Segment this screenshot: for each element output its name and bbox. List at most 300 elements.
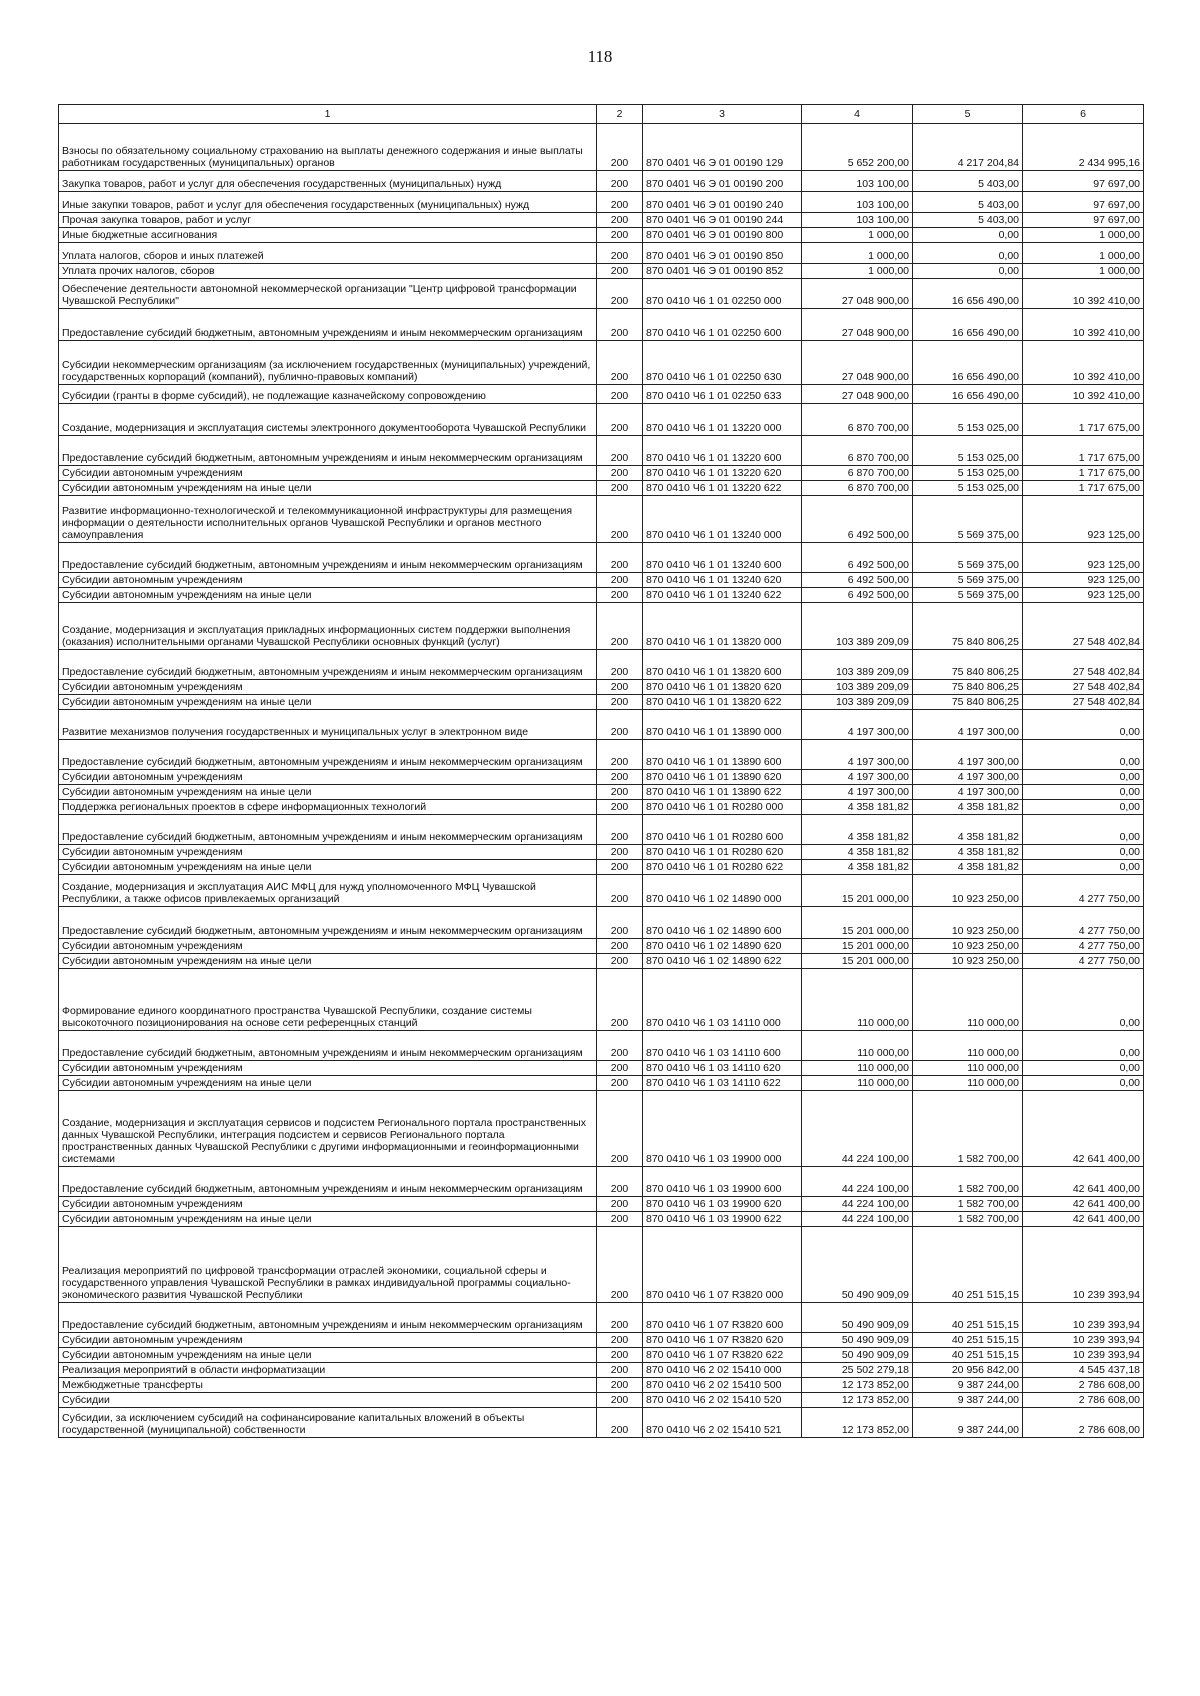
row-code: 200	[597, 954, 643, 969]
table-row	[59, 264, 1144, 279]
row-name: Субсидии автономным учреждениям	[59, 573, 597, 588]
row-amount-6: 1 000,00	[1023, 243, 1144, 264]
table-row	[59, 875, 1144, 907]
row-amount-6: 42 641 400,00	[1023, 1167, 1144, 1197]
row-amount-6: 0,00	[1023, 1076, 1144, 1091]
row-name: Предоставление субсидий бюджетным, автономным учреждениям и иным некоммерческим организациям	[59, 907, 597, 939]
row-amount-4: 50 490 909,09	[802, 1303, 913, 1333]
row-amount-5: 75 840 806,25	[913, 680, 1023, 695]
column-header-6: 6	[1023, 105, 1144, 124]
row-amount-5: 0,00	[913, 228, 1023, 243]
row-amount-6: 0,00	[1023, 770, 1144, 785]
row-name: Субсидии автономным учреждениям	[59, 1333, 597, 1348]
row-amount-4: 44 224 100,00	[802, 1091, 913, 1167]
row-amount-5: 40 251 515,15	[913, 1303, 1023, 1333]
row-name: Субсидии автономным учреждениям на иные цели	[59, 481, 597, 496]
row-amount-5: 5 153 025,00	[913, 481, 1023, 496]
row-amount-4: 27 048 900,00	[802, 279, 913, 309]
table-row	[59, 1378, 1144, 1393]
row-code: 200	[597, 695, 643, 710]
row-amount-5: 10 923 250,00	[913, 907, 1023, 939]
row-kbk: 870 0410 Ч6 1 03 14110 000	[643, 969, 802, 1031]
row-kbk: 870 0410 Ч6 1 01 13220 000	[643, 404, 802, 436]
row-amount-4: 44 224 100,00	[802, 1167, 913, 1197]
row-amount-6: 1 717 675,00	[1023, 436, 1144, 466]
row-amount-4: 103 100,00	[802, 213, 913, 228]
row-amount-4: 6 492 500,00	[802, 573, 913, 588]
row-amount-5: 4 358 181,82	[913, 800, 1023, 815]
table-row	[59, 1408, 1144, 1438]
row-kbk: 870 0410 Ч6 1 01 13820 000	[643, 603, 802, 650]
table-row	[59, 907, 1144, 939]
row-name: Уплата прочих налогов, сборов	[59, 264, 597, 279]
table-row	[59, 740, 1144, 770]
row-name: Субсидии (гранты в форме субсидий), не подлежащие казначейскому сопровождению	[59, 385, 597, 404]
row-kbk: 870 0401 Ч6 Э 01 00190 240	[643, 192, 802, 213]
row-amount-4: 110 000,00	[802, 969, 913, 1031]
row-name: Иные закупки товаров, работ и услуг для обеспечения государственных (муниципальных) нужд	[59, 192, 597, 213]
table-row	[59, 385, 1144, 404]
row-amount-4: 6 492 500,00	[802, 543, 913, 573]
row-code: 200	[597, 481, 643, 496]
row-amount-4: 4 197 300,00	[802, 710, 913, 740]
table-row	[59, 1393, 1144, 1408]
row-code: 200	[597, 875, 643, 907]
row-code: 200	[597, 969, 643, 1031]
row-amount-4: 5 652 200,00	[802, 124, 913, 171]
column-header-3: 3	[643, 105, 802, 124]
row-code: 200	[597, 603, 643, 650]
row-name: Реализация мероприятий по цифровой трансформации отраслей экономики, социальной сферы и государственного управления Чувашской Республики в рамках индивидуальной программы социально-экономического развития Чувашской Республики	[59, 1227, 597, 1303]
table-row	[59, 800, 1144, 815]
row-kbk: 870 0410 Ч6 1 03 14110 600	[643, 1031, 802, 1061]
row-kbk: 870 0410 Ч6 1 07 R3820 622	[643, 1348, 802, 1363]
row-code: 200	[597, 341, 643, 385]
page-number: 118	[587, 47, 613, 66]
row-kbk: 870 0401 Ч6 Э 01 00190 200	[643, 171, 802, 192]
row-amount-6: 0,00	[1023, 969, 1144, 1031]
row-code: 200	[597, 770, 643, 785]
row-amount-4: 1 000,00	[802, 264, 913, 279]
table-row	[59, 279, 1144, 309]
table-row	[59, 309, 1144, 341]
row-amount-6: 4 277 750,00	[1023, 875, 1144, 907]
row-kbk: 870 0410 Ч6 1 01 R0280 622	[643, 860, 802, 875]
row-kbk: 870 0410 Ч6 1 01 02250 000	[643, 279, 802, 309]
row-amount-4: 4 358 181,82	[802, 860, 913, 875]
row-amount-5: 5 569 375,00	[913, 588, 1023, 603]
row-name: Межбюджетные трансферты	[59, 1378, 597, 1393]
table-row	[59, 213, 1144, 228]
row-name: Субсидии автономным учреждениям на иные цели	[59, 588, 597, 603]
row-name: Субсидии автономным учреждениям	[59, 466, 597, 481]
row-kbk: 870 0401 Ч6 Э 01 00190 852	[643, 264, 802, 279]
row-amount-4: 103 100,00	[802, 192, 913, 213]
row-kbk: 870 0410 Ч6 1 01 13220 620	[643, 466, 802, 481]
row-amount-5: 5 153 025,00	[913, 404, 1023, 436]
row-name: Субсидии автономным учреждениям	[59, 939, 597, 954]
row-amount-6: 10 392 410,00	[1023, 279, 1144, 309]
row-code: 200	[597, 1212, 643, 1227]
row-amount-6: 10 239 393,94	[1023, 1333, 1144, 1348]
row-amount-4: 15 201 000,00	[802, 939, 913, 954]
row-code: 200	[597, 845, 643, 860]
row-amount-5: 5 569 375,00	[913, 496, 1023, 543]
row-kbk: 870 0410 Ч6 1 01 13240 620	[643, 573, 802, 588]
row-amount-5: 9 387 244,00	[913, 1378, 1023, 1393]
row-amount-4: 110 000,00	[802, 1061, 913, 1076]
row-amount-4: 110 000,00	[802, 1031, 913, 1061]
row-amount-5: 4 217 204,84	[913, 124, 1023, 171]
row-code: 200	[597, 740, 643, 770]
row-name: Поддержка региональных проектов в сфере информационных технологий	[59, 800, 597, 815]
row-name: Прочая закупка товаров, работ и услуг	[59, 213, 597, 228]
row-code: 200	[597, 496, 643, 543]
row-name: Предоставление субсидий бюджетным, автономным учреждениям и иным некоммерческим организациям	[59, 309, 597, 341]
table-row	[59, 1061, 1144, 1076]
row-code: 200	[597, 1393, 643, 1408]
row-name: Взносы по обязательному социальному страхованию на выплаты денежного содержания и иные выплаты работникам государственных (муниципальных) органов	[59, 124, 597, 171]
row-amount-5: 40 251 515,15	[913, 1227, 1023, 1303]
row-amount-4: 6 492 500,00	[802, 496, 913, 543]
row-code: 200	[597, 404, 643, 436]
row-amount-6: 923 125,00	[1023, 573, 1144, 588]
row-kbk: 870 0410 Ч6 2 02 15410 520	[643, 1393, 802, 1408]
row-code: 200	[597, 192, 643, 213]
row-code: 200	[597, 650, 643, 680]
row-code: 200	[597, 1408, 643, 1438]
row-name: Субсидии автономным учреждениям на иные цели	[59, 1212, 597, 1227]
row-name: Субсидии, за исключением субсидий на софинансирование капитальных вложений в объекты государственной (муниципальной) собственности	[59, 1408, 597, 1438]
row-code: 200	[597, 1031, 643, 1061]
table-body	[59, 124, 1144, 1438]
row-amount-4: 4 358 181,82	[802, 845, 913, 860]
table-row	[59, 171, 1144, 192]
row-amount-5: 75 840 806,25	[913, 650, 1023, 680]
row-code: 200	[597, 385, 643, 404]
table-row	[59, 1197, 1144, 1212]
row-code: 200	[597, 1076, 643, 1091]
row-amount-5: 40 251 515,15	[913, 1348, 1023, 1363]
row-amount-5: 1 582 700,00	[913, 1091, 1023, 1167]
table-row	[59, 228, 1144, 243]
table-row	[59, 341, 1144, 385]
table-row	[59, 680, 1144, 695]
row-kbk: 870 0410 Ч6 1 01 13220 600	[643, 436, 802, 466]
row-amount-4: 27 048 900,00	[802, 385, 913, 404]
row-kbk: 870 0410 Ч6 1 02 14890 620	[643, 939, 802, 954]
row-amount-6: 2 434 995,16	[1023, 124, 1144, 171]
row-amount-6: 42 641 400,00	[1023, 1212, 1144, 1227]
row-kbk: 870 0410 Ч6 1 02 14890 600	[643, 907, 802, 939]
table-row	[59, 815, 1144, 845]
row-amount-5: 16 656 490,00	[913, 279, 1023, 309]
row-amount-6: 2 786 608,00	[1023, 1378, 1144, 1393]
row-amount-5: 110 000,00	[913, 1061, 1023, 1076]
row-code: 200	[597, 939, 643, 954]
row-name: Субсидии автономным учреждениям на иные цели	[59, 860, 597, 875]
table-row	[59, 1363, 1144, 1378]
row-amount-6: 10 239 393,94	[1023, 1303, 1144, 1333]
row-kbk: 870 0410 Ч6 1 01 02250 633	[643, 385, 802, 404]
row-kbk: 870 0410 Ч6 1 07 R3820 620	[643, 1333, 802, 1348]
row-amount-5: 9 387 244,00	[913, 1393, 1023, 1408]
row-amount-4: 4 358 181,82	[802, 800, 913, 815]
row-amount-4: 6 870 700,00	[802, 436, 913, 466]
row-amount-6: 10 392 410,00	[1023, 341, 1144, 385]
row-amount-4: 12 173 852,00	[802, 1408, 913, 1438]
row-kbk: 870 0410 Ч6 2 02 15410 521	[643, 1408, 802, 1438]
row-name: Развитие механизмов получения государственных и муниципальных услуг в электронном виде	[59, 710, 597, 740]
row-kbk: 870 0410 Ч6 1 01 13820 620	[643, 680, 802, 695]
row-amount-5: 20 956 842,00	[913, 1363, 1023, 1378]
row-kbk: 870 0410 Ч6 1 01 13890 622	[643, 785, 802, 800]
row-name: Субсидии некоммерческим организациям (за исключением государственных (муниципальных) учреждений, государственных корпораций (компаний), публично-правовых компаний)	[59, 341, 597, 385]
row-amount-6: 0,00	[1023, 1031, 1144, 1061]
row-kbk: 870 0410 Ч6 1 03 19900 620	[643, 1197, 802, 1212]
row-kbk: 870 0410 Ч6 1 01 R0280 600	[643, 815, 802, 845]
row-kbk: 870 0410 Ч6 1 02 14890 622	[643, 954, 802, 969]
row-amount-5: 9 387 244,00	[913, 1408, 1023, 1438]
row-amount-6: 2 786 608,00	[1023, 1393, 1144, 1408]
column-header-1: 1	[59, 105, 597, 124]
row-name: Субсидии	[59, 1393, 597, 1408]
row-amount-6: 0,00	[1023, 845, 1144, 860]
table-row	[59, 124, 1144, 171]
row-amount-4: 50 490 909,09	[802, 1348, 913, 1363]
row-name: Субсидии автономным учреждениям	[59, 845, 597, 860]
row-amount-6: 10 239 393,94	[1023, 1227, 1144, 1303]
row-amount-6: 42 641 400,00	[1023, 1091, 1144, 1167]
table-row	[59, 481, 1144, 496]
row-kbk: 870 0401 Ч6 Э 01 00190 129	[643, 124, 802, 171]
row-amount-5: 5 403,00	[913, 171, 1023, 192]
row-code: 200	[597, 171, 643, 192]
row-amount-6: 2 786 608,00	[1023, 1408, 1144, 1438]
row-name: Субсидии автономным учреждениям на иные цели	[59, 954, 597, 969]
table-row	[59, 192, 1144, 213]
table-header-row	[59, 105, 1144, 124]
row-amount-4: 103 389 209,09	[802, 680, 913, 695]
row-code: 200	[597, 680, 643, 695]
row-amount-6: 27 548 402,84	[1023, 650, 1144, 680]
row-amount-5: 5 153 025,00	[913, 436, 1023, 466]
row-code: 200	[597, 860, 643, 875]
row-code: 200	[597, 800, 643, 815]
row-code: 200	[597, 1363, 643, 1378]
row-amount-5: 4 197 300,00	[913, 740, 1023, 770]
row-name: Предоставление субсидий бюджетным, автономным учреждениям и иным некоммерческим организациям	[59, 815, 597, 845]
row-amount-4: 1 000,00	[802, 228, 913, 243]
row-code: 200	[597, 309, 643, 341]
row-code: 200	[597, 279, 643, 309]
table-row	[59, 954, 1144, 969]
row-name: Закупка товаров, работ и услуг для обеспечения государственных (муниципальных) нужд	[59, 171, 597, 192]
row-amount-6: 4 277 750,00	[1023, 954, 1144, 969]
table-row	[59, 573, 1144, 588]
row-amount-5: 110 000,00	[913, 1031, 1023, 1061]
row-amount-6: 0,00	[1023, 710, 1144, 740]
row-name: Субсидии автономным учреждениям на иные цели	[59, 785, 597, 800]
row-kbk: 870 0410 Ч6 1 01 13890 620	[643, 770, 802, 785]
row-amount-6: 0,00	[1023, 815, 1144, 845]
row-kbk: 870 0410 Ч6 1 01 13240 600	[643, 543, 802, 573]
row-kbk: 870 0410 Ч6 1 01 13890 600	[643, 740, 802, 770]
row-name: Обеспечение деятельности автономной некоммерческой организации "Центр цифровой трансформации Чувашской Республики"	[59, 279, 597, 309]
table-row	[59, 404, 1144, 436]
row-amount-4: 6 870 700,00	[802, 404, 913, 436]
row-kbk: 870 0410 Ч6 1 01 R0280 620	[643, 845, 802, 860]
row-kbk: 870 0410 Ч6 1 01 13890 000	[643, 710, 802, 740]
row-code: 200	[597, 243, 643, 264]
row-kbk: 870 0410 Ч6 1 01 13220 622	[643, 481, 802, 496]
row-amount-5: 5 403,00	[913, 213, 1023, 228]
row-amount-5: 1 582 700,00	[913, 1212, 1023, 1227]
row-amount-5: 10 923 250,00	[913, 875, 1023, 907]
row-name: Предоставление субсидий бюджетным, автономным учреждениям и иным некоммерческим организациям	[59, 650, 597, 680]
row-kbk: 870 0401 Ч6 Э 01 00190 244	[643, 213, 802, 228]
row-code: 200	[597, 264, 643, 279]
row-code: 200	[597, 213, 643, 228]
row-code: 200	[597, 785, 643, 800]
row-amount-5: 1 582 700,00	[913, 1167, 1023, 1197]
row-kbk: 870 0410 Ч6 1 03 19900 000	[643, 1091, 802, 1167]
row-name: Предоставление субсидий бюджетным, автономным учреждениям и иным некоммерческим организациям	[59, 543, 597, 573]
row-amount-5: 110 000,00	[913, 969, 1023, 1031]
row-amount-6: 0,00	[1023, 860, 1144, 875]
row-kbk: 870 0410 Ч6 1 03 14110 620	[643, 1061, 802, 1076]
row-amount-6: 27 548 402,84	[1023, 695, 1144, 710]
row-amount-4: 1 000,00	[802, 243, 913, 264]
row-code: 200	[597, 466, 643, 481]
row-code: 200	[597, 815, 643, 845]
row-code: 200	[597, 1091, 643, 1167]
row-kbk: 870 0410 Ч6 1 03 19900 622	[643, 1212, 802, 1227]
row-amount-5: 5 153 025,00	[913, 466, 1023, 481]
row-amount-4: 4 197 300,00	[802, 770, 913, 785]
row-amount-6: 4 277 750,00	[1023, 939, 1144, 954]
row-amount-4: 6 492 500,00	[802, 588, 913, 603]
row-kbk: 870 0410 Ч6 1 03 14110 622	[643, 1076, 802, 1091]
row-kbk: 870 0410 Ч6 1 01 02250 630	[643, 341, 802, 385]
row-kbk: 870 0401 Ч6 Э 01 00190 850	[643, 243, 802, 264]
table-row	[59, 1227, 1144, 1303]
row-code: 200	[597, 1303, 643, 1333]
row-kbk: 870 0410 Ч6 1 01 R0280 000	[643, 800, 802, 815]
row-name: Субсидии автономным учреждениям на иные цели	[59, 1348, 597, 1363]
row-code: 200	[597, 1061, 643, 1076]
row-name: Создание, модернизация и эксплуатация сервисов и подсистем Регионального портала пространственных данных Чувашской Республики, интеграция подсистем и сервисов Регионального портала пространственных данных Чувашской Республики с другими информационными и геоинформационными системами	[59, 1091, 597, 1167]
table-row	[59, 1333, 1144, 1348]
row-name: Реализация мероприятий в области информатизации	[59, 1363, 597, 1378]
row-amount-4: 103 389 209,09	[802, 603, 913, 650]
row-amount-5: 75 840 806,25	[913, 603, 1023, 650]
table-row	[59, 695, 1144, 710]
row-name: Предоставление субсидий бюджетным, автономным учреждениям и иным некоммерческим организациям	[59, 436, 597, 466]
row-amount-6: 10 392 410,00	[1023, 309, 1144, 341]
row-amount-4: 27 048 900,00	[802, 309, 913, 341]
row-amount-6: 1 717 675,00	[1023, 466, 1144, 481]
budget-table	[58, 104, 1144, 1438]
row-amount-5: 10 923 250,00	[913, 939, 1023, 954]
row-code: 200	[597, 1378, 643, 1393]
row-code: 200	[597, 436, 643, 466]
row-amount-4: 6 870 700,00	[802, 466, 913, 481]
row-amount-5: 4 197 300,00	[913, 770, 1023, 785]
row-kbk: 870 0410 Ч6 2 02 15410 000	[643, 1363, 802, 1378]
row-kbk: 870 0410 Ч6 2 02 15410 500	[643, 1378, 802, 1393]
row-name: Создание, модернизация и эксплуатация АИС МФЦ для нужд уполномоченного МФЦ Чувашской Республики, а также офисов привлекаемых организаций	[59, 875, 597, 907]
row-amount-4: 15 201 000,00	[802, 907, 913, 939]
row-amount-4: 4 197 300,00	[802, 740, 913, 770]
row-kbk: 870 0410 Ч6 1 01 13820 622	[643, 695, 802, 710]
row-amount-4: 103 100,00	[802, 171, 913, 192]
row-amount-4: 44 224 100,00	[802, 1197, 913, 1212]
table-row	[59, 845, 1144, 860]
row-amount-5: 16 656 490,00	[913, 341, 1023, 385]
row-amount-5: 4 197 300,00	[913, 710, 1023, 740]
row-code: 200	[597, 1333, 643, 1348]
column-header-4: 4	[802, 105, 913, 124]
row-name: Субсидии автономным учреждениям	[59, 770, 597, 785]
row-name: Создание, модернизация и эксплуатация прикладных информационных систем поддержки выполнения (оказания) исполнительными органами Чувашской Республики основных функций (услуг)	[59, 603, 597, 650]
row-kbk: 870 0410 Ч6 1 07 R3820 000	[643, 1227, 802, 1303]
row-amount-5: 4 358 181,82	[913, 860, 1023, 875]
table-row	[59, 436, 1144, 466]
row-amount-5: 110 000,00	[913, 1076, 1023, 1091]
row-name: Уплата налогов, сборов и иных платежей	[59, 243, 597, 264]
row-amount-6: 0,00	[1023, 740, 1144, 770]
row-amount-6: 1 717 675,00	[1023, 404, 1144, 436]
row-amount-4: 103 389 209,09	[802, 695, 913, 710]
row-amount-5: 4 197 300,00	[913, 785, 1023, 800]
row-name: Создание, модернизация и эксплуатация системы электронного документооборота Чувашской Республики	[59, 404, 597, 436]
row-amount-6: 10 239 393,94	[1023, 1348, 1144, 1363]
row-code: 200	[597, 1167, 643, 1197]
row-amount-4: 27 048 900,00	[802, 341, 913, 385]
row-amount-6: 0,00	[1023, 785, 1144, 800]
row-amount-6: 27 548 402,84	[1023, 680, 1144, 695]
row-amount-4: 50 490 909,09	[802, 1333, 913, 1348]
row-amount-4: 110 000,00	[802, 1076, 913, 1091]
row-amount-4: 12 173 852,00	[802, 1378, 913, 1393]
table-row	[59, 710, 1144, 740]
row-name: Формирование единого координатного пространства Чувашской Республики, создание системы высокоточного позиционирования на основе сети референцных станций	[59, 969, 597, 1031]
row-amount-4: 44 224 100,00	[802, 1212, 913, 1227]
table-row	[59, 243, 1144, 264]
row-amount-5: 10 923 250,00	[913, 954, 1023, 969]
table-row	[59, 496, 1144, 543]
row-amount-6: 923 125,00	[1023, 543, 1144, 573]
row-amount-6: 97 697,00	[1023, 213, 1144, 228]
row-amount-5: 5 569 375,00	[913, 573, 1023, 588]
row-amount-5: 40 251 515,15	[913, 1333, 1023, 1348]
row-amount-5: 5 569 375,00	[913, 543, 1023, 573]
row-amount-4: 15 201 000,00	[802, 954, 913, 969]
table-row	[59, 650, 1144, 680]
row-kbk: 870 0410 Ч6 1 02 14890 000	[643, 875, 802, 907]
row-amount-6: 1 717 675,00	[1023, 481, 1144, 496]
row-amount-5: 5 403,00	[913, 192, 1023, 213]
row-kbk: 870 0410 Ч6 1 07 R3820 600	[643, 1303, 802, 1333]
row-amount-4: 6 870 700,00	[802, 481, 913, 496]
row-amount-5: 75 840 806,25	[913, 695, 1023, 710]
row-kbk: 870 0410 Ч6 1 01 13820 600	[643, 650, 802, 680]
row-kbk: 870 0410 Ч6 1 01 13240 622	[643, 588, 802, 603]
table-row	[59, 1348, 1144, 1363]
table-row	[59, 1076, 1144, 1091]
row-amount-6: 923 125,00	[1023, 588, 1144, 603]
